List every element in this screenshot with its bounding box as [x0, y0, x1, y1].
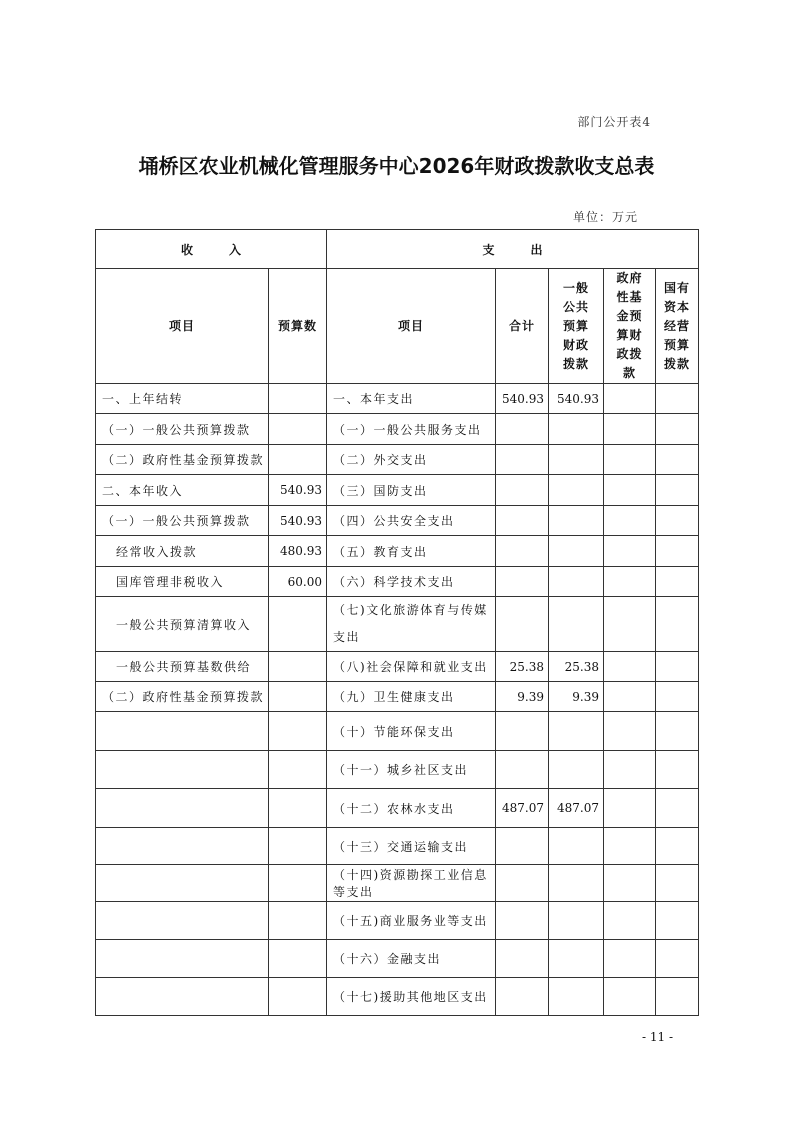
expense-state-capital [656, 652, 699, 682]
expense-fund [604, 506, 656, 536]
expense-state-capital [656, 751, 699, 789]
expense-item: （九）卫生健康支出 [327, 682, 496, 712]
expense-item: （六）科学技术支出 [327, 567, 496, 597]
general-budget-header: 一般公共预算财政拨款 [549, 269, 604, 384]
expense-fund [604, 940, 656, 978]
income-item [96, 712, 269, 751]
expense-state-capital [656, 475, 699, 506]
expense-state-capital [656, 682, 699, 712]
table-row [96, 506, 699, 536]
income-item: （二）政府性基金预算拨款 [96, 682, 269, 712]
expense-state-capital [656, 865, 699, 902]
table-row [96, 475, 699, 506]
expense-total [496, 475, 549, 506]
expense-fund [604, 475, 656, 506]
income-item: 国库管理非税收入 [96, 567, 269, 597]
expense-general [549, 506, 604, 536]
income-budget-header: 预算数 [269, 269, 327, 384]
form-number: 部门公开表4 [577, 115, 651, 129]
expense-total [496, 902, 549, 940]
expense-item: 一、本年支出 [327, 384, 496, 414]
expense-fund [604, 682, 656, 712]
expense-general [549, 597, 604, 652]
expense-general [549, 445, 604, 475]
expense-total [496, 506, 549, 536]
income-amount [269, 940, 327, 978]
income-amount: 60.00 [269, 567, 327, 597]
expense-item: （十三）交通运输支出 [327, 828, 496, 865]
expense-item: （十五)商业服务业等支出 [327, 902, 496, 940]
expense-general [549, 865, 604, 902]
expense-fund [604, 652, 656, 682]
table-row [96, 712, 699, 751]
expense-item-header: 项目 [327, 269, 496, 384]
unit-label: 单位：万元 [572, 210, 638, 224]
expense-state-capital [656, 597, 699, 652]
table-row [96, 789, 699, 828]
expense-fund [604, 712, 656, 751]
income-item [96, 751, 269, 789]
expense-general [549, 978, 604, 1016]
expense-total: 25.38 [496, 652, 549, 682]
income-item [96, 789, 269, 828]
expense-general [549, 902, 604, 940]
expense-total [496, 445, 549, 475]
expense-fund [604, 902, 656, 940]
expense-fund [604, 414, 656, 445]
expense-item: （十一）城乡社区支出 [327, 751, 496, 789]
income-amount [269, 384, 327, 414]
income-amount [269, 445, 327, 475]
table-row [96, 865, 699, 902]
expense-total [496, 751, 549, 789]
expense-state-capital [656, 978, 699, 1016]
income-amount [269, 751, 327, 789]
expense-general [549, 536, 604, 567]
expense-item: （八)社会保障和就业支出 [327, 652, 496, 682]
expense-fund [604, 597, 656, 652]
expense-general [549, 414, 604, 445]
income-item: 一般公共预算清算收入 [96, 597, 269, 652]
income-item: 一、上年结转 [96, 384, 269, 414]
expense-fund [604, 978, 656, 1016]
income-amount: 540.93 [269, 506, 327, 536]
expense-general [549, 475, 604, 506]
expense-state-capital [656, 902, 699, 940]
expense-total [496, 597, 549, 652]
expense-total [496, 940, 549, 978]
expense-general: 540.93 [549, 384, 604, 414]
expense-total [496, 828, 549, 865]
income-item [96, 828, 269, 865]
table-row [96, 536, 699, 567]
fund-budget-header: 政府性基金预算财政拨款 [604, 269, 656, 384]
income-item-header: 项目 [96, 269, 269, 384]
expense-fund [604, 536, 656, 567]
expense-general: 25.38 [549, 652, 604, 682]
expense-state-capital [656, 828, 699, 865]
income-amount [269, 865, 327, 902]
income-amount [269, 414, 327, 445]
expense-total [496, 865, 549, 902]
expense-general [549, 567, 604, 597]
income-item [96, 865, 269, 902]
income-amount [269, 978, 327, 1016]
expense-total [496, 567, 549, 597]
total-header: 合计 [496, 269, 549, 384]
income-amount: 480.93 [269, 536, 327, 567]
expense-fund [604, 751, 656, 789]
expense-general [549, 751, 604, 789]
income-item [96, 978, 269, 1016]
expense-state-capital [656, 506, 699, 536]
income-amount [269, 597, 327, 652]
expense-item: （二）外交支出 [327, 445, 496, 475]
income-item: 二、本年收入 [96, 475, 269, 506]
expense-item: （十七)援助其他地区支出 [327, 978, 496, 1016]
expense-item: （四）公共安全支出 [327, 506, 496, 536]
budget-table [95, 229, 699, 1016]
expense-section-header: 支 出 [327, 230, 699, 269]
state-capital-header: 国有资本经营预算拨款 [656, 269, 699, 384]
expense-state-capital [656, 384, 699, 414]
table-row [96, 384, 699, 414]
income-item: （一）一般公共预算拨款 [96, 506, 269, 536]
expense-fund [604, 789, 656, 828]
expense-fund [604, 445, 656, 475]
table-row [96, 414, 699, 445]
income-item: （二）政府性基金预算拨款 [96, 445, 269, 475]
expense-state-capital [656, 536, 699, 567]
expense-total [496, 414, 549, 445]
expense-state-capital [656, 567, 699, 597]
income-item [96, 940, 269, 978]
expense-state-capital [656, 414, 699, 445]
income-item: （一）一般公共预算拨款 [96, 414, 269, 445]
expense-general: 487.07 [549, 789, 604, 828]
table-row [96, 828, 699, 865]
expense-total: 540.93 [496, 384, 549, 414]
expense-item: （十）节能环保支出 [327, 712, 496, 751]
expense-fund [604, 384, 656, 414]
expense-item: （三）国防支出 [327, 475, 496, 506]
income-item: 经常收入拨款 [96, 536, 269, 567]
table-row [96, 682, 699, 712]
income-amount [269, 712, 327, 751]
expense-state-capital [656, 712, 699, 751]
expense-fund [604, 865, 656, 902]
page-title: 埇桥区农业机械化管理服务中心2026年财政拨款收支总表 [138, 154, 655, 178]
income-item [96, 902, 269, 940]
expense-item: （五）教育支出 [327, 536, 496, 567]
expense-total: 487.07 [496, 789, 549, 828]
expense-item: （一）一般公共服务支出 [327, 414, 496, 445]
table-row [96, 940, 699, 978]
table-row [96, 978, 699, 1016]
income-amount [269, 682, 327, 712]
table-row [96, 902, 699, 940]
expense-total [496, 978, 549, 1016]
expense-total [496, 712, 549, 751]
expense-item: （十六）金融支出 [327, 940, 496, 978]
page-number: - 11 - [641, 1030, 673, 1044]
expense-total [496, 536, 549, 567]
expense-state-capital [656, 940, 699, 978]
income-amount: 540.93 [269, 475, 327, 506]
expense-fund [604, 828, 656, 865]
expense-item: （七)文化旅游体育与传媒支出 [327, 597, 496, 652]
expense-state-capital [656, 445, 699, 475]
income-amount [269, 789, 327, 828]
expense-item: （十二）农林水支出 [327, 789, 496, 828]
table-row [96, 567, 699, 597]
expense-state-capital [656, 789, 699, 828]
income-amount [269, 902, 327, 940]
expense-total: 9.39 [496, 682, 549, 712]
table-row [96, 751, 699, 789]
income-item: 一般公共预算基数供给 [96, 652, 269, 682]
expense-general: 9.39 [549, 682, 604, 712]
expense-general [549, 828, 604, 865]
expense-general [549, 712, 604, 751]
table-row [96, 445, 699, 475]
income-amount [269, 652, 327, 682]
table-row [96, 597, 699, 652]
expense-item: （十四)资源勘探工业信息等支出 [327, 865, 496, 902]
income-section-header: 收 入 [96, 230, 327, 269]
expense-fund [604, 567, 656, 597]
income-amount [269, 828, 327, 865]
expense-general [549, 940, 604, 978]
table-row [96, 652, 699, 682]
